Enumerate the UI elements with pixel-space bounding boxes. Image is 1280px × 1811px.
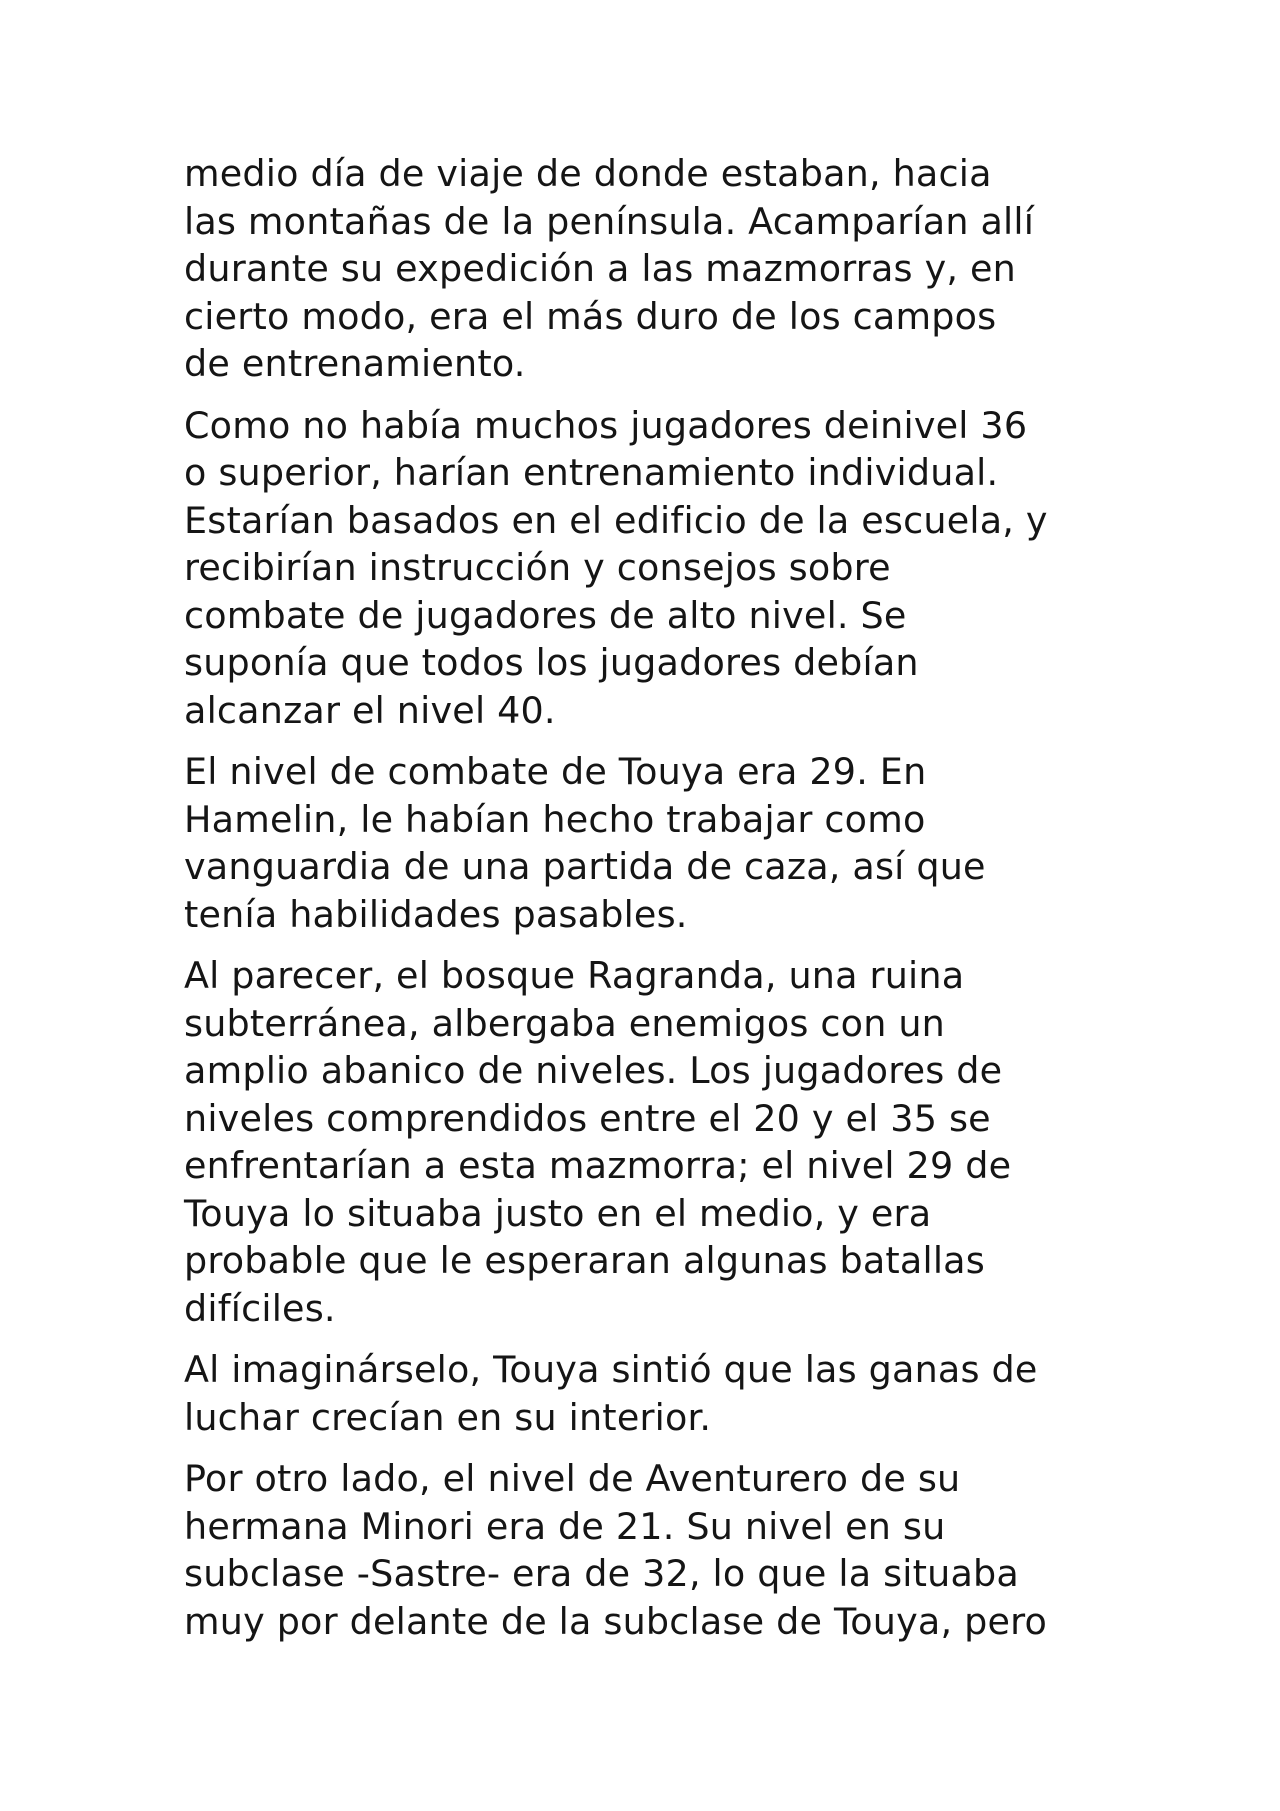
paragraph: El nivel de combate de Touya era 29. En Hamelin, le habían hecho trabajar como vanguardia de una partida de caza, así que tenía habilidades pasables. xyxy=(184,750,986,936)
paragraph: Como no había muchos jugadores deinivel 36 o superior, harían entrenamiento individual. Estarían basados en el edificio de la escuela, y recibirían instrucción y consejos sobre combate de jugadores de alto nivel. Se suponía que todos los jugadores debían alcanzar el nivel 40. xyxy=(184,403,1048,732)
paragraph: medio día de viaje de donde estaban, hacia las montañas de la península. Acamparían allí durante su expedición a las mazmorras y, en cierto modo, era el más duro de los campos de entrenamiento. xyxy=(184,152,1035,385)
paragraph: Por otro lado, el nivel de Aventurero de su hermana Minori era de 21. Su nivel en su subclase -Sastre- era de 32, lo que la situaba muy por delante de la subclase de Touya, pero xyxy=(184,1457,1048,1643)
paragraph: Al imaginárselo, Touya sintió que las ganas de luchar crecían en su interior. xyxy=(184,1348,1038,1439)
paragraph: Al parecer, el bosque Ragranda, una ruina subterránea, albergaba enemigos con un amplio abanico de niveles. Los jugadores de niveles comprendidos entre el 20 y el 35 se enfrentarían a esta mazmorra; el nivel 29 de Touya lo situaba justo en el medio, y era probable que le esperaran algunas batallas difíciles. xyxy=(184,954,1012,1330)
body-text xyxy=(184,150,1114,1659)
